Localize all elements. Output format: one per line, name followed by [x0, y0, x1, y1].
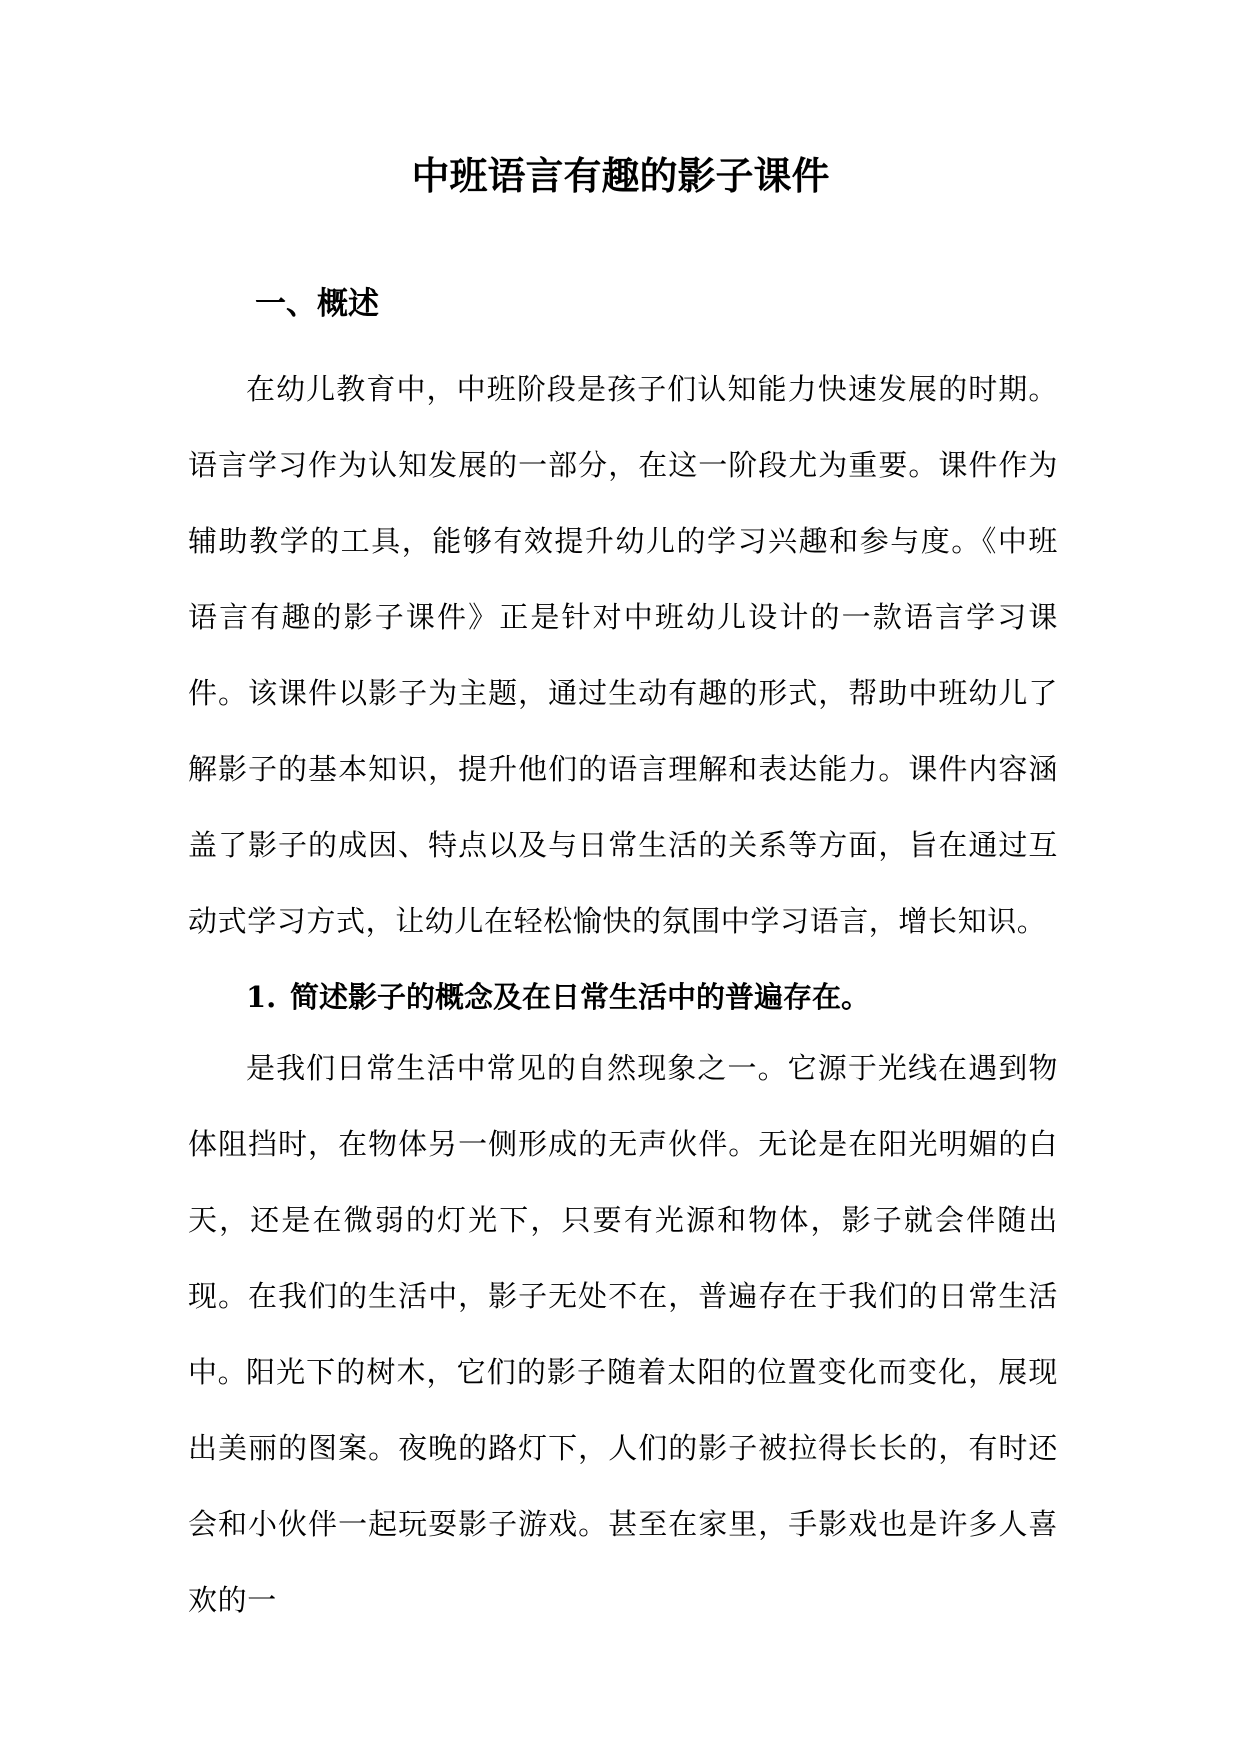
document-title: 中班语言有趣的影子课件	[411, 153, 830, 198]
shadow-concept-paragraph: 是我们日常生活中常见的自然现象之一。它源于光线在遇到物体阻挡时，在物体另一侧形成的无声伙伴。无论是在阳光明媚的白天，还是在微弱的灯光下，只要有光源和物体，影子就会伴随出现。在我们的生活中，影子无处不在，普遍存在于我们的日常生活中。	[188, 1051, 1058, 1389]
subsection-title: 简述影子的概念及在日常生活中的普遍存在。	[290, 980, 871, 1014]
section-heading-overview: 一、概述	[255, 286, 379, 322]
shadow-examples-paragraph: 阳光下的树木，它们的影子随着太阳的位置变化而变化，展现出美丽的图案。夜晚的路灯下，人们的影子被拉得长长的，有时还会和小伙伴一起玩耍影子游戏。甚至在家里，手影戏也是许多人喜欢的一	[188, 1355, 1058, 1617]
overview-paragraph: 在幼儿教育中，中班阶段是孩子们认知能力快速发展的时期。语言学习作为认知发展的一部分，在这一阶段尤为重要。课件作为辅助教学的工具，能够有效提升幼儿的学习兴趣和参与度。《中班语言有趣的影子课件》正是针对中班幼儿设计的一款语言学习课件。该课件以影子为主题，通过生动有趣的形式，帮助中班幼儿了解影子的基本知识，提升他们的语言理解和表达能力。课件内容涵盖了影子的成因、特点以及与日常生活的关系等方面，旨在通过互动式学习方式，让幼儿在轻松愉快的氛围中学习语言，增长知识。	[188, 372, 1058, 938]
subsection-heading	[246, 975, 870, 1019]
subsection-number: 1.	[246, 980, 277, 1014]
